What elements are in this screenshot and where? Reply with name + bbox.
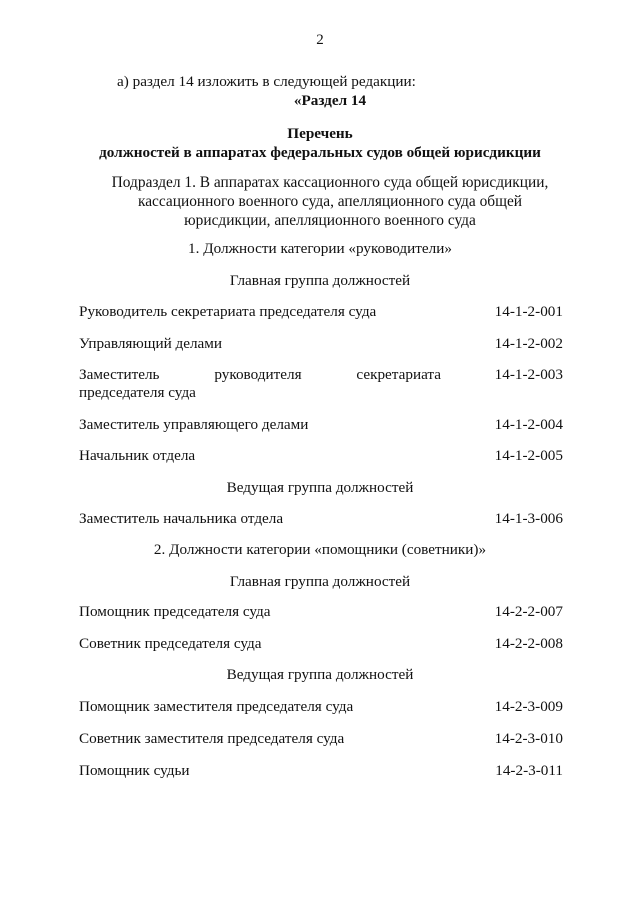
name-word: Заместитель bbox=[79, 366, 160, 383]
position-name: Руководитель секретариата председателя суда bbox=[79, 303, 377, 320]
subsection-line-2: кассационного военного суда, апелляционного суда общей bbox=[137, 193, 523, 210]
position-name bbox=[79, 366, 441, 402]
position-code: 14-1-2-003 bbox=[494, 366, 563, 383]
position-name: Помощник председателя суда bbox=[79, 603, 271, 620]
position-name-line-1 bbox=[79, 366, 441, 384]
group-heading: Главная группа должностей bbox=[229, 272, 411, 289]
group-heading: Главная группа должностей bbox=[229, 573, 411, 590]
group-heading: Ведущая группа должностей bbox=[226, 666, 414, 683]
list-title bbox=[0, 124, 640, 162]
position-name: Советник председателя суда bbox=[79, 635, 262, 652]
position-code: 14-1-2-001 bbox=[494, 303, 563, 320]
position-code: 14-2-2-008 bbox=[494, 635, 563, 652]
position-name-line-2: председателя суда bbox=[79, 384, 196, 402]
position-code: 14-1-3-006 bbox=[494, 510, 563, 527]
position-code: 14-1-2-002 bbox=[494, 335, 563, 352]
subsection-line-1: Подраздел 1. В аппаратах кассационного суда общей юрисдикции, bbox=[111, 174, 549, 191]
position-code: 14-2-3-009 bbox=[494, 698, 563, 715]
position-name: Заместитель управляющего делами bbox=[79, 416, 309, 433]
name-word: секретариата bbox=[356, 366, 441, 383]
subsection-line-3: юрисдикции, апелляционного военного суда bbox=[184, 212, 476, 229]
name-word: руководителя bbox=[214, 366, 302, 383]
position-code: 14-2-2-007 bbox=[494, 603, 563, 620]
intro-text: а) раздел 14 изложить в следующей редакции: bbox=[117, 73, 416, 90]
section-title-text: «Раздел 14 bbox=[293, 92, 367, 109]
position-code: 14-2-3-011 bbox=[495, 762, 563, 779]
list-title-line-2: должностей в аппаратах федеральных судов общей юрисдикции bbox=[99, 144, 541, 161]
position-name: Помощник заместителя председателя суда bbox=[79, 698, 354, 715]
position-code: 14-1-2-005 bbox=[494, 447, 563, 464]
page-number: 2 bbox=[316, 32, 324, 48]
category-heading: 1. Должности категории «руководители» bbox=[188, 240, 452, 257]
position-name: Заместитель начальника отдела bbox=[79, 510, 284, 527]
position-code: 14-2-3-010 bbox=[494, 730, 563, 747]
position-name: Начальник отдела bbox=[79, 447, 196, 464]
position-name: Управляющий делами bbox=[79, 335, 223, 352]
list-title-line-1: Перечень bbox=[287, 125, 353, 142]
section-title bbox=[0, 92, 640, 110]
position-code: 14-1-2-004 bbox=[494, 416, 563, 433]
subsection-heading bbox=[100, 173, 560, 230]
category-heading: 2. Должности категории «помощники (советники)» bbox=[153, 541, 487, 558]
position-name: Помощник судьи bbox=[79, 762, 190, 779]
group-heading: Ведущая группа должностей bbox=[226, 479, 414, 496]
position-name: Советник заместителя председателя суда bbox=[79, 730, 345, 747]
